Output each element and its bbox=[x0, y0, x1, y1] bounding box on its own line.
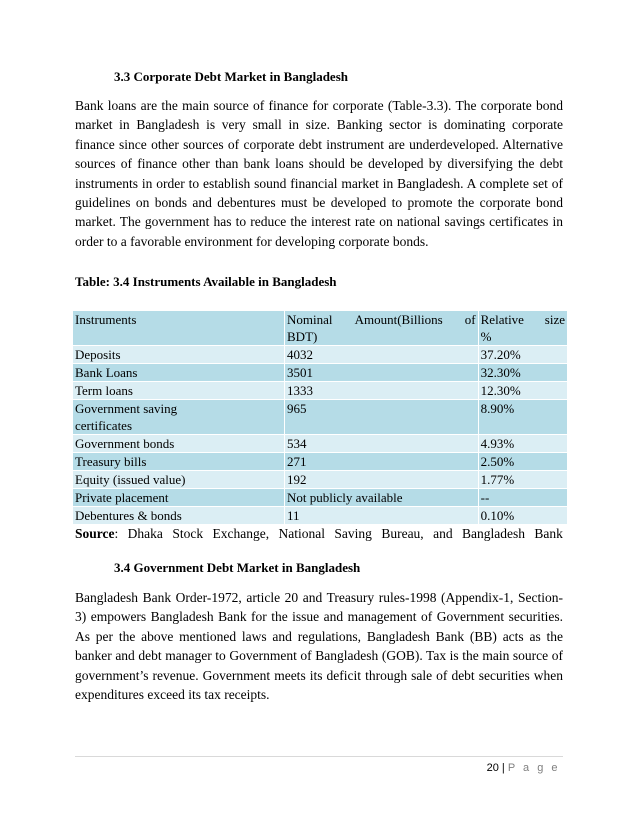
cell-relative: 37.20% bbox=[478, 346, 567, 364]
page-label: P a g e bbox=[507, 762, 560, 774]
cell-instrument: Treasury bills bbox=[73, 453, 285, 471]
cell-instrument: Term loans bbox=[73, 382, 285, 400]
table-row bbox=[73, 489, 568, 507]
cell-nominal: 192 bbox=[285, 471, 479, 489]
cell-relative: 8.90% bbox=[478, 400, 567, 435]
cell-nominal: 534 bbox=[285, 435, 479, 453]
table-row bbox=[73, 382, 568, 400]
table-row bbox=[73, 346, 568, 364]
cell-nominal: Not publicly available bbox=[285, 489, 479, 507]
cell-relative: 2.50% bbox=[478, 453, 567, 471]
cell-instrument: Government saving certificates bbox=[73, 400, 285, 435]
cell-instrument: Bank Loans bbox=[73, 364, 285, 382]
government-debt-paragraph: Bangladesh Bank Order-1972, article 20 and Treasury rules-1998 (Appendix-1, Section-3) empowers Bangladesh Bank for the issue and management of Government securities. As per the above mentioned laws and regulations, Bangladesh Bank (BB) acts as the banker and debt manager to Government of Bangladesh (GOB). Tax is the main source of government’s revenue. Government meets its deficit through sale of debt securities when expenditures exceed its tax receipts. bbox=[75, 590, 563, 703]
header-nominal-amount: Nominal Amount(Billions of BDT) bbox=[285, 311, 479, 346]
cell-relative: -- bbox=[478, 489, 567, 507]
table-header-row bbox=[73, 311, 568, 346]
corporate-debt-paragraph: Bank loans are the main source of finance for corporate (Table-3.3). The corporate bond market in Bangladesh is very small in size. Banking sector is dominating corporate finance since other sources of corporate debt instrument are underdeveloped. Alternative sources of finance other than bank loans should be developed by diversifying the debt instruments in order to establish sound financial market in Bangladesh. A complete set of guidelines on bonds and debentures must be developed to promote the corporate bond market. The government has to reduce the interest rate on national savings certificates in order to a favorable environment for developing corporate bonds. bbox=[75, 98, 563, 249]
table-row bbox=[73, 400, 568, 435]
cell-instrument: Debentures & bonds bbox=[73, 507, 285, 525]
page-separator: | bbox=[501, 762, 505, 774]
footer-divider bbox=[75, 756, 563, 757]
cell-relative: 4.93% bbox=[478, 435, 567, 453]
section-heading-corporate-debt: 3.3 Corporate Debt Market in Bangladesh bbox=[114, 69, 348, 84]
page-number: 20 bbox=[486, 762, 499, 774]
cell-instrument: Government bonds bbox=[73, 435, 285, 453]
instruments-table bbox=[72, 310, 568, 525]
cell-nominal: 1333 bbox=[285, 382, 479, 400]
cell-relative: 32.30% bbox=[478, 364, 567, 382]
table-row bbox=[73, 364, 568, 382]
cell-relative: 1.77% bbox=[478, 471, 567, 489]
cell-instrument: Equity (issued value) bbox=[73, 471, 285, 489]
cell-nominal: 965 bbox=[285, 400, 479, 435]
page-footer bbox=[487, 762, 560, 774]
table-row bbox=[73, 471, 568, 489]
cell-nominal: 4032 bbox=[285, 346, 479, 364]
cell-nominal: 3501 bbox=[285, 364, 479, 382]
header-relative-size: Relative size % bbox=[478, 311, 567, 346]
table-row bbox=[73, 507, 568, 525]
cell-instrument: Private placement bbox=[73, 489, 285, 507]
cell-relative: 0.10% bbox=[478, 507, 567, 525]
section-heading-government-debt: 3.4 Government Debt Market in Bangladesh bbox=[114, 560, 361, 575]
table-row bbox=[73, 435, 568, 453]
cell-nominal: 11 bbox=[285, 507, 479, 525]
table-title: Table: 3.4 Instruments Available in Bangladesh bbox=[75, 274, 337, 289]
table-source: Source: Dhaka Stock Exchange, National Saving Bureau, and Bangladesh Bank bbox=[75, 526, 563, 541]
cell-nominal: 271 bbox=[285, 453, 479, 471]
header-instruments: Instruments bbox=[73, 311, 285, 346]
cell-instrument: Deposits bbox=[73, 346, 285, 364]
source-label: Source bbox=[75, 526, 115, 541]
cell-relative: 12.30% bbox=[478, 382, 567, 400]
table-row bbox=[73, 453, 568, 471]
